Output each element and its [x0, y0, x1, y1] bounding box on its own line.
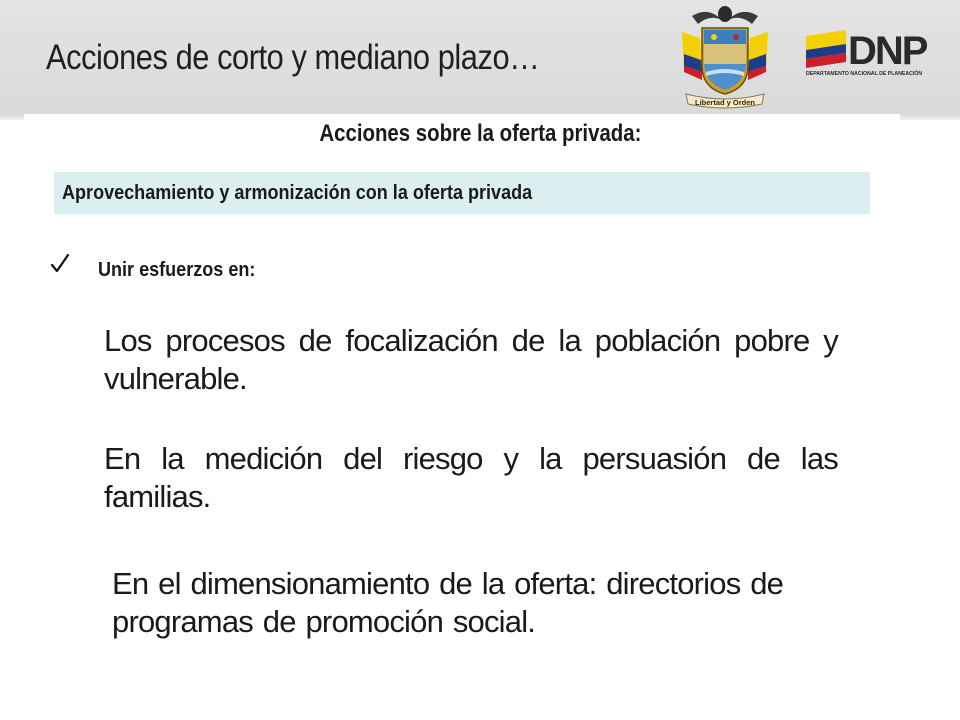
section-heading-text: Acciones sobre la oferta privada:	[319, 120, 641, 147]
crest-caption: Libertad y Orden	[694, 98, 756, 107]
bullet-label: Unir esfuerzos en:	[98, 258, 256, 281]
section-heading	[0, 120, 960, 148]
check-icon	[50, 253, 70, 275]
paragraph-focalizacion: Los procesos de focalización de la población pobre y vulnerable.	[104, 323, 838, 396]
paragraph-dimensionamiento: En el dimensionamiento de la oferta: directorios de programas de promoción social.	[112, 566, 784, 639]
paragraph-medicion-riesgo: En la medición del riesgo y la persuasión de las familias.	[104, 441, 838, 514]
slide-title: Acciones de corto y mediano plazo…	[46, 38, 540, 77]
coat-of-arms-icon	[672, 2, 778, 114]
dnp-logo-subtext: DEPARTAMENTO NACIONAL DE PLANEACIÓN	[806, 71, 923, 76]
dnp-logo-text: DNP	[848, 29, 927, 73]
subtitle-text: Aprovechamiento y armonización con la oferta privada	[62, 181, 533, 204]
subtitle-box	[54, 172, 870, 214]
dnp-logo-icon	[806, 22, 948, 76]
